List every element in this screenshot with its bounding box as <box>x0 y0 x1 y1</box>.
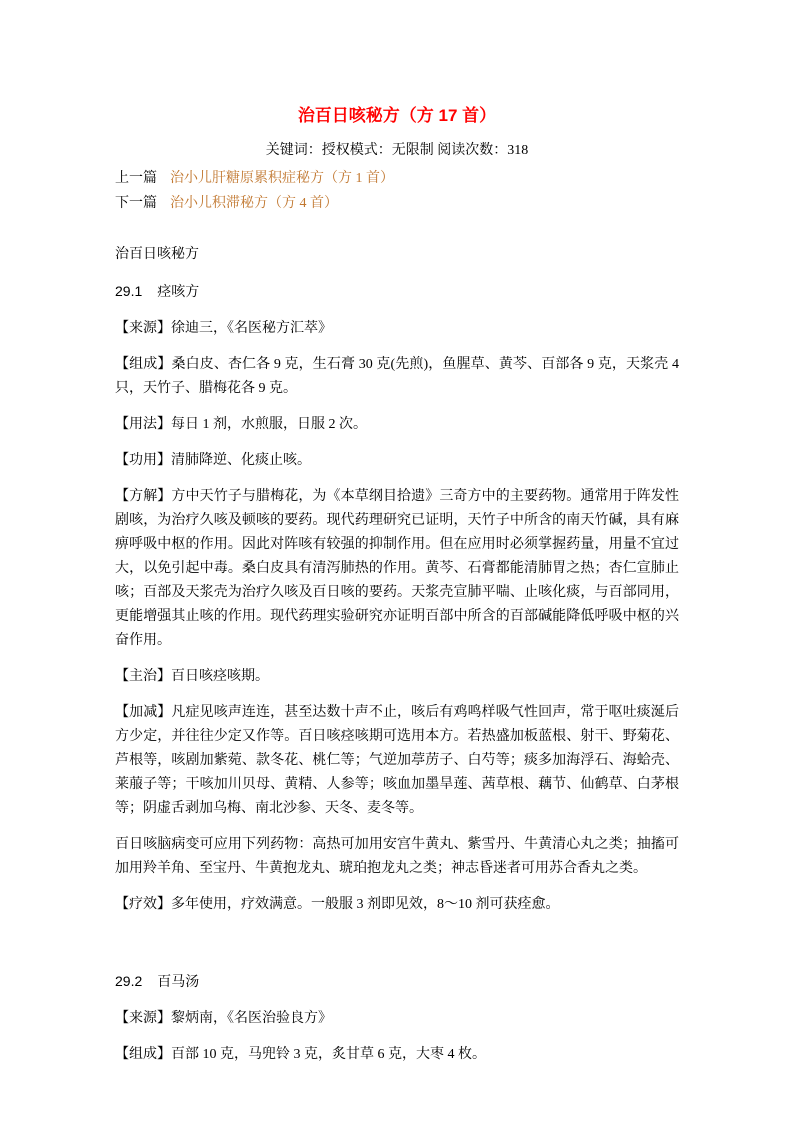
next-label: 下一篇 <box>115 196 157 211</box>
article-body <box>115 243 679 1067</box>
section-heading-29-2 <box>115 969 679 995</box>
paragraph-function: 【功用】清肺降逆、化痰止咳。 <box>115 453 311 468</box>
paragraph-usage: 【用法】每日 1 剂，水煎服，日服 2 次。 <box>115 417 367 432</box>
paragraph-modification: 【加减】凡症见咳声连连，甚至达数十声不止，咳后有鸡鸣样吸气性回声，常于呕吐痰涎后方少定，并往往少定又作等。百日咳痉咳期可选用本方。若热盛加板蓝根、射干、野菊花、芦根等，咳剧加紫菀、款冬花、桃仁等；气逆加葶苈子、白芍等；痰多加海浮石、海蛤壳、莱菔子等；干咳加川贝母、黄精、人参等；咳血加墨旱莲、茜草根、藕节、仙鹤草、白茅根等；阴虚舌剥加乌梅、南北沙参、天冬、麦冬等。 <box>115 705 679 816</box>
prev-label: 上一篇 <box>115 171 157 186</box>
next-article-row <box>115 191 679 216</box>
paragraph-explanation: 【方解】方中天竹子与腊梅花，为《本草纲目拾遗》三奇方中的主要药物。通常用于阵发性剧咳，为治疗久咳及顿咳的要药。现代药理研究已证明，天竹子中所含的南天竹碱，具有麻痹呼吸中枢的作用。因此对阵咳有较强的抑制作用。但在应用时必须掌握药量，用量不宜过大，以免引起中毒。桑白皮具有清泻肺热的作用。黄芩、石膏都能清肺胃之热；杏仁宣肺止咳；百部及天浆壳为治疗久咳及百日咳的要药。天浆壳宣肺平喘、止咳化痰，与百部同用，更能增强其止咳的作用。现代药理实验研究亦证明百部中所含的百部碱能降低呼吸中枢的兴奋作用。 <box>115 489 679 648</box>
article-heading: 治百日咳秘方 <box>115 247 199 262</box>
paragraph-efficacy: 【疗效】多年使用，疗效满意。一般服 3 剂即见效，8～10 剂可获痊愈。 <box>115 897 560 912</box>
paragraph-source: 【来源】黎炳南，《名医治验良方》 <box>115 1011 332 1026</box>
section-heading-29-1 <box>115 279 679 305</box>
prev-article-row <box>115 166 679 191</box>
next-article-link[interactable]: 治小儿积滞秘方（方 4 首） <box>170 196 338 211</box>
section-name: 百马汤 <box>157 975 200 990</box>
section-divider-space <box>115 929 679 969</box>
section-number: 29.1 <box>115 283 143 299</box>
paragraph-composition: 【组成】百部 10 克，马兜铃 3 克，炙甘草 6 克，大枣 4 枚。 <box>115 1047 486 1062</box>
prev-article-link[interactable]: 治小儿肝糖原累积症秘方（方 1 首） <box>170 171 394 186</box>
meta-line: 关键词：授权模式：无限制 阅读次数：318 <box>265 143 529 158</box>
paragraph-brain-note: 百日咳脑病变可应用下列药物：高热可加用安宫牛黄丸、紫雪丹、牛黄清心丸之类；抽搐可加用羚羊角、至宝丹、牛黄抱龙丸、琥珀抱龙丸之类；神志昏迷者可用苏合香丸之类。 <box>115 837 679 876</box>
section-name: 痉咳方 <box>157 285 200 300</box>
page-title: 治百日咳秘方（方 17 首） <box>297 106 497 125</box>
paragraph-indication: 【主治】百日咳痉咳期。 <box>115 669 269 684</box>
section-number: 29.2 <box>115 973 143 989</box>
paragraph-source: 【来源】徐迪三，《名医秘方汇萃》 <box>115 321 332 336</box>
paragraph-composition: 【组成】桑白皮、杏仁各 9 克，生石膏 30 克(先煎)，鱼腥草、黄芩、百部各 9 克，天浆壳 4 只，天竹子、腊梅花各 9 克。 <box>115 357 679 396</box>
